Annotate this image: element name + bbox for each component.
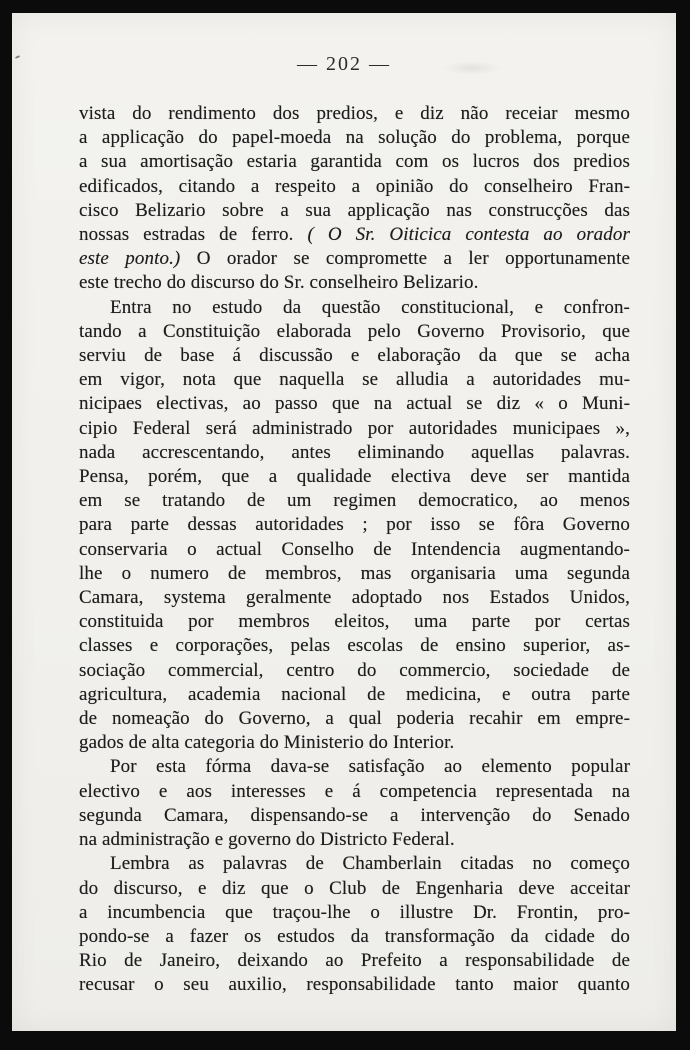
body-text: para parte dessas autoridades ; por isso se fôra Governo [79,514,630,536]
body-text: Lembra as palavras de Chamberlain citadas no começo [110,853,630,875]
body-text: Pensa, porém, que a qualidade electiva deve ser mantida [79,466,630,488]
text-line [79,392,630,416]
text-line [79,659,630,683]
body-text: cipio Federal será administrado por autoridades municipaes », [79,417,630,439]
italic-text: ( O Sr. Oiticica contesta ao orador [307,224,630,246]
body-text: classes e corporações, pelas escolas de ensino superior, as- [79,635,630,657]
text-block [79,102,630,998]
text-line [79,707,630,731]
italic-text: este ponto.) [79,248,181,270]
text-line [79,731,630,755]
body-text: O orador se compromette a ler opportunamente [180,248,630,270]
text-line [79,780,630,804]
text-line [79,610,630,634]
text-line [79,417,630,441]
text-line [79,804,630,828]
body-text: edificados, citando a respeito a opinião do conselheiro Fran- [79,175,630,197]
text-line [79,296,630,320]
text-line [79,949,630,973]
body-text: electivo e aos interesses e á competencia representada na [79,780,630,802]
body-text: conservaria o actual Conselho de Intendencia augmentando- [79,538,630,560]
text-line [79,513,630,537]
paragraph [79,755,630,852]
body-text: agricultura, academia nacional de medicina, e outra parte [79,683,630,705]
paragraph [79,852,630,997]
text-line [79,538,630,562]
text-line [79,755,630,779]
text-line [79,223,630,247]
body-text: recusar o seu auxilio, responsabilidade tanto maior quanto [79,974,630,996]
text-line [79,320,630,344]
text-line [79,175,630,199]
text-line [79,683,630,707]
text-line [79,199,630,223]
body-text: em se tratando de um regimen democratico, ao menos [79,490,630,512]
body-text: este trecho do discurso do Sr. conselheiro Belizario. [79,272,479,294]
body-text: a applicação do papel-moeda na solução do problema, porque [79,127,630,149]
text-line [79,102,630,126]
body-text: em vigor, nota que naquella se alludia a autoridades mu- [79,369,630,391]
page-number: — 202 — [297,53,391,75]
body-text: segunda Camara, dispensando-se a intervenção do Senado [79,804,630,826]
body-text: pondo-se a fazer os estudos da transformação da cidade do [79,925,630,947]
text-line [79,126,630,150]
text-line [79,901,630,925]
text-line [79,247,630,271]
body-text: nicipaes electivas, ao passo que na actual se diz « o Muni- [79,393,630,415]
body-text: Camara, systema geralmente adoptado nos Estados Unidos, [79,587,630,609]
text-line [79,852,630,876]
text-line [79,344,630,368]
body-text: sociação commercial, centro do commercio, sociedade de [79,659,630,681]
text-line [79,271,630,295]
text-line [79,925,630,949]
body-text: Entra no estudo da questão constitucional, e confron- [110,296,630,318]
text-line [79,562,630,586]
body-text: gados de alta categoria do Ministerio do Interior. [79,732,455,754]
text-line [79,368,630,392]
body-text: tando a Constituição elaborada pelo Governo Provisorio, que [79,320,630,342]
page [12,13,676,1031]
body-text: nada accrescentando, antes eliminando aquellas palavras. [79,441,630,463]
body-text: Por esta fórma dava-se satisfação ao elemento popular [110,756,630,778]
text-line [79,973,630,997]
text-line [79,489,630,513]
text-line [79,828,630,852]
body-text: na administração e governo do Districto Federal. [79,829,455,851]
body-text: constituida por membros eleitos, uma parte por certas [79,611,630,633]
page-header [12,53,676,76]
body-text: lhe o numero de membros, mas organisaria uma segunda [79,562,630,584]
paragraph [79,102,630,296]
body-text: vista do rendimento dos predios, e diz não receiar mesmo [79,103,630,124]
body-text: a incumbencia que traçou-lhe o illustre Dr. Frontin, pro- [79,901,630,923]
paragraph [79,296,630,756]
body-text: a sua amortisação estaria garantida com os lucros dos predios [79,151,630,173]
body-text: nossas estradas de ferro. [79,224,308,246]
body-text: cisco Belizario sobre a sua applicação nas construcções das [79,199,630,221]
body-text: do discurso, e diz que o Club de Engenharia deve acceitar [79,877,630,899]
body-text: de nomeação do Governo, a qual poderia recahir em empre- [79,708,630,730]
text-line [79,465,630,489]
body-text: serviu de base á discussão e elaboração da que se acha [79,345,630,367]
text-line [79,586,630,610]
text-line [79,877,630,901]
text-line [79,150,630,174]
text-line [79,441,630,465]
text-line [79,634,630,658]
body-text: Rio de Janeiro, deixando ao Prefeito a responsabilidade de [79,950,630,972]
